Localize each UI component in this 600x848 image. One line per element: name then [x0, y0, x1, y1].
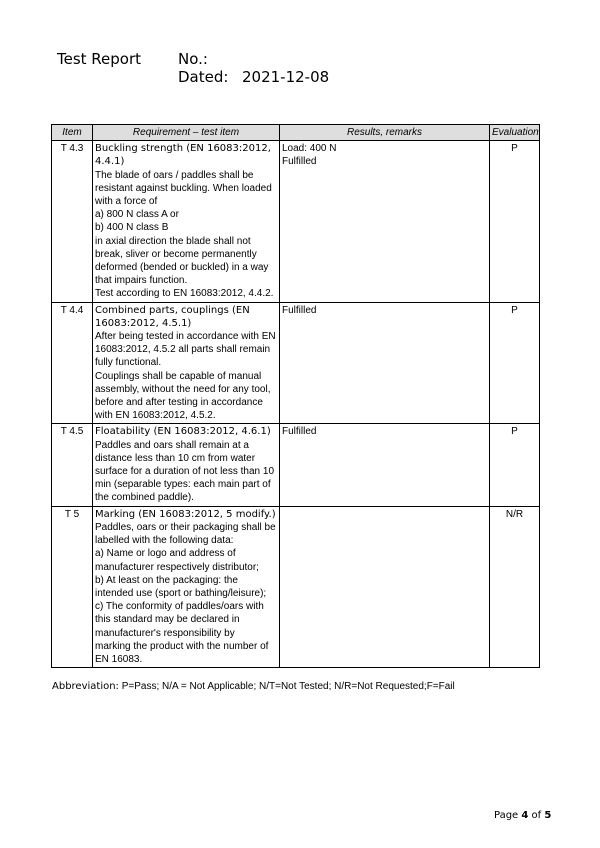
requirement-line: fully functional. [95, 357, 162, 369]
requirement-line: b) At least on the packaging: the [95, 574, 238, 586]
result-line: Fulfilled [282, 156, 317, 168]
item-cell: T 4.4 [52, 302, 93, 424]
dated-label: Dated: [178, 68, 229, 86]
page-number [494, 810, 551, 821]
requirement-line: deformed (bended or buckled) in a way [95, 262, 269, 274]
requirement-line: b) 400 N class B [95, 222, 169, 234]
requirement-line: a) 800 N class A or [95, 209, 179, 221]
page-total: 5 [544, 810, 552, 821]
table-row [52, 141, 540, 302]
requirement-line: 4.4.1) [95, 156, 125, 168]
table-header-row [52, 125, 540, 141]
item-cell: T 4.3 [52, 141, 93, 302]
page-word: Page [494, 810, 522, 821]
requirement-line: distance less than 10 cm from water [95, 452, 256, 464]
dated-value: 2021-12-08 [242, 68, 330, 86]
result-line: Fulfilled [282, 304, 317, 316]
requirement-line: assembly, without the need for any tool, [95, 383, 271, 395]
header-row-2 [0, 68, 600, 88]
table-row [52, 506, 540, 667]
requirement-line: Paddles and oars shall remain at a [95, 439, 249, 451]
requirement-line: in axial direction the blade shall not [95, 235, 251, 247]
requirement-line: Test according to EN 16083:2012, 4.4.2. [95, 288, 274, 300]
evaluation-cell: P [490, 424, 540, 506]
column-header: Results, remarks [280, 125, 490, 141]
requirement-line: After being tested in accordance with EN [95, 331, 276, 343]
report-number-label: No.: [178, 50, 208, 68]
of-word: of [528, 810, 545, 821]
requirement-line: c) The conformity of paddles/oars with [95, 601, 264, 613]
requirement-line: 16083:2012, 4.5.2 all parts shall remain [95, 344, 271, 356]
results-cell [280, 506, 490, 667]
abbreviation-text: P=Pass; N/A = Not Applicable; N/T=Not Tested; N/R=Not Requested;F=Fail [118, 681, 455, 692]
requirement-line: that impairs function. [95, 275, 188, 287]
result-line: Fulfilled [282, 426, 317, 438]
requirement-line: with a force of [95, 196, 158, 208]
requirement-line: this standard may be declared in [95, 614, 240, 626]
table-row [52, 424, 540, 506]
requirement-line: manufacturer's responsibility by [95, 627, 235, 639]
test-results-table [51, 124, 540, 668]
evaluation-cell: P [490, 302, 540, 424]
column-header: Item [52, 125, 93, 141]
requirement-line: break, sliver or become permanently [95, 248, 257, 260]
requirement-line: a) Name or logo and address of [95, 548, 236, 560]
result-line: Load: 400 N [282, 143, 337, 155]
requirement-line: resistant against buckling. When loaded [95, 182, 272, 194]
requirement-cell [93, 141, 280, 302]
requirement-line: with EN 16083:2012, 4.5.2. [95, 410, 216, 422]
column-header: Requirement – test item [93, 125, 280, 141]
item-cell: T 5 [52, 506, 93, 667]
requirement-line: marking the product with the number of [95, 640, 269, 652]
table-body [52, 141, 540, 668]
requirement-line: manufacturer respectively distributor; [95, 561, 259, 573]
item-cell: T 4.5 [52, 424, 93, 506]
results-cell [280, 302, 490, 424]
requirement-line: Paddles, oars or their packaging shall be [95, 521, 276, 533]
results-cell [280, 141, 490, 302]
requirement-line: labelled with the following data: [95, 535, 234, 547]
requirement-line: Couplings shall be capable of manual [95, 370, 262, 382]
requirement-cell [93, 302, 280, 424]
requirement-title: Combined parts, couplings (EN [95, 304, 250, 316]
report-title: Test Report [57, 50, 142, 68]
requirement-line: EN 16083. [95, 653, 143, 665]
requirement-line: before and after testing in accordance [95, 397, 263, 409]
requirement-title: Floatability (EN 16083:2012, 4.6.1) [95, 426, 271, 438]
requirement-line: The blade of oars / paddles shall be [95, 169, 254, 181]
requirement-cell [93, 424, 280, 506]
requirement-line: the combined paddle). [95, 492, 194, 504]
requirement-title: Buckling strength (EN 16083:2012, [95, 143, 271, 155]
requirement-line: 16083:2012, 4.5.1) [95, 317, 192, 329]
abbreviation-note [52, 681, 455, 692]
evaluation-cell: P [490, 141, 540, 302]
evaluation-cell: N/R [490, 506, 540, 667]
requirement-line: intended use (sport or bathing/leisure); [95, 587, 267, 599]
abbreviation-label: Abbreviation: [52, 681, 119, 692]
requirement-line: surface for a duration of not less than 10 [95, 466, 274, 478]
column-header: Evaluation [490, 125, 540, 141]
results-cell [280, 424, 490, 506]
requirement-cell [93, 506, 280, 667]
header-row-1 [0, 50, 600, 70]
requirement-line: min (separable types: each main part of [95, 479, 271, 491]
table-row [52, 302, 540, 424]
requirement-title: Marking (EN 16083:2012, 5 modify.) [95, 508, 276, 520]
page-current: 4 [521, 810, 529, 821]
